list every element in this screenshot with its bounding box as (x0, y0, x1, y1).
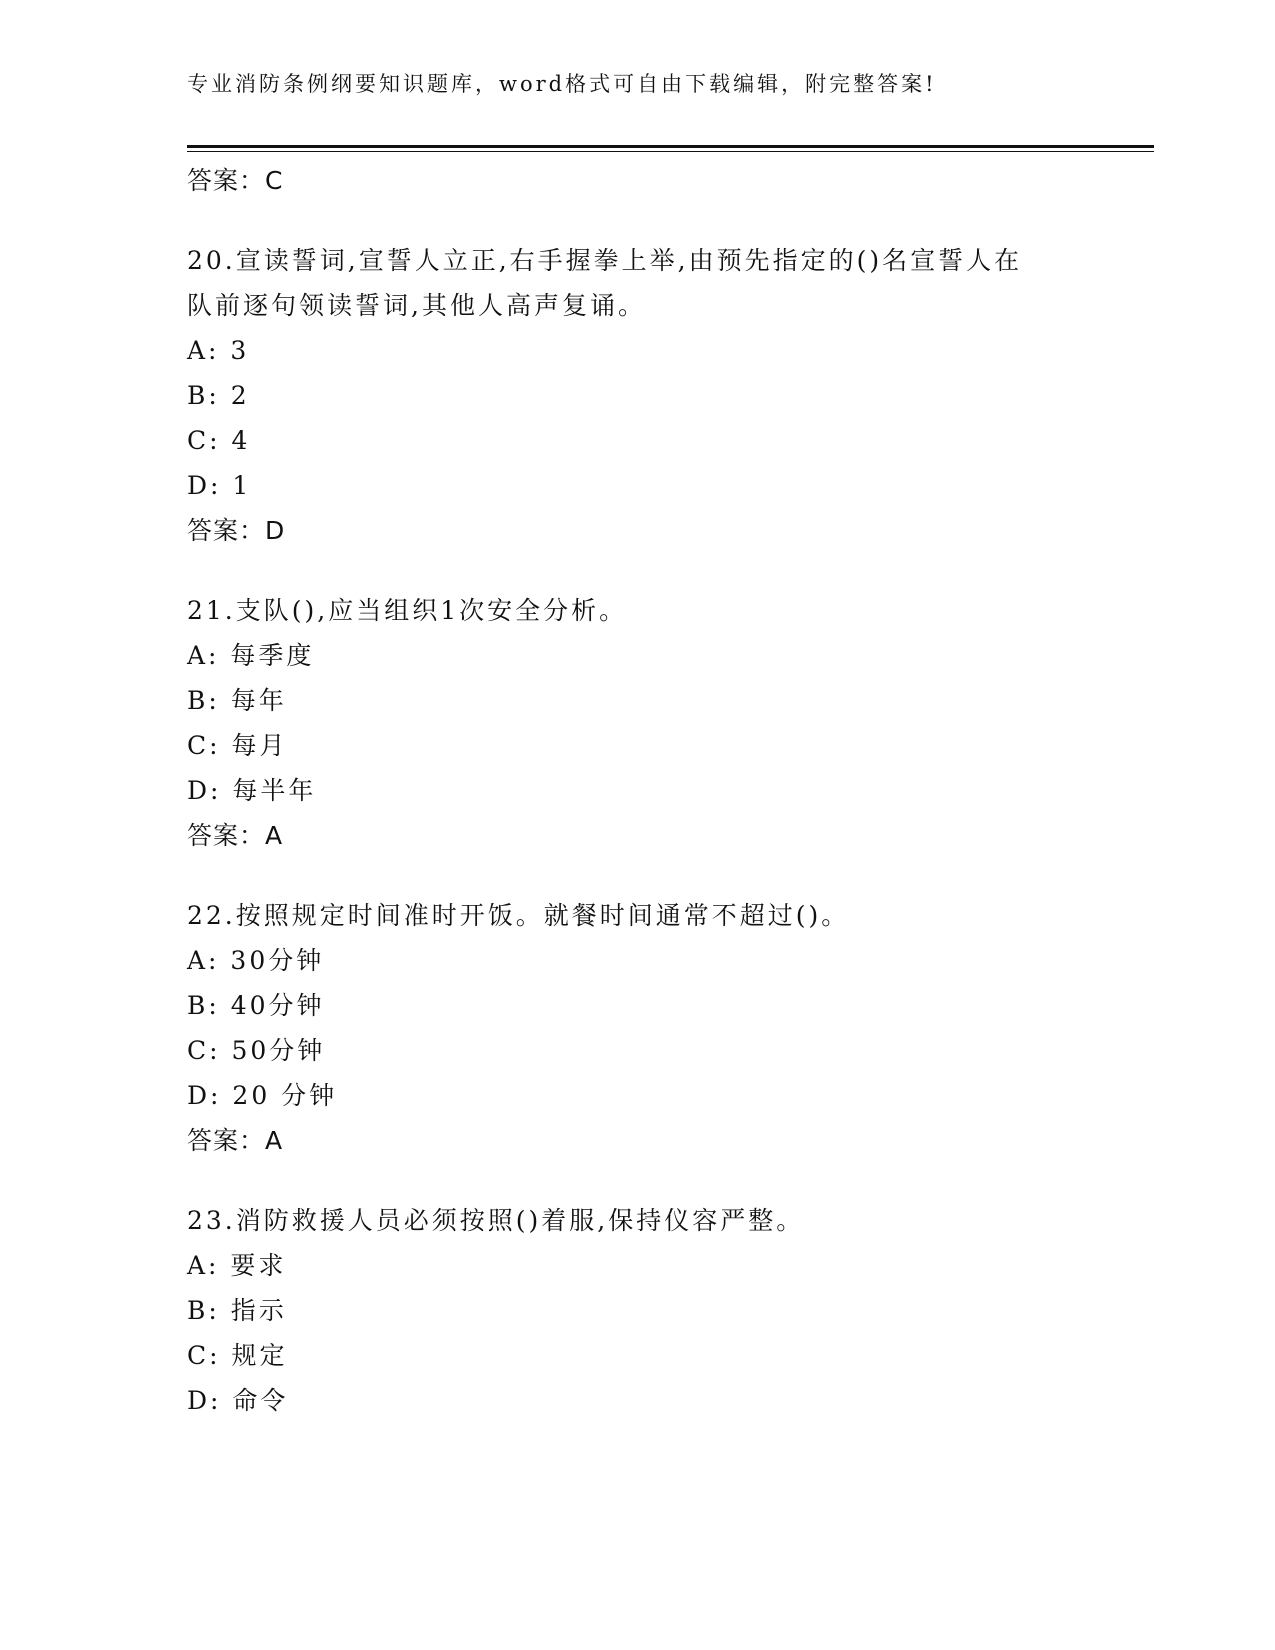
option-a: A: 30分钟 (187, 946, 325, 975)
question-stem: 20.宣读誓词,宣誓人立正,右手握拳上举,由预先指定的()名宣誓人在 队前逐句领读誓词,其他人高声复诵。 (187, 246, 1023, 320)
option-a: A: 要求 (187, 1251, 287, 1280)
option-d: D: 1 (187, 471, 252, 500)
answer-line: 答案：A (187, 1126, 284, 1155)
question-stem: 22.按照规定时间准时开饭。就餐时间通常不超过()。 (187, 901, 850, 930)
option-a: A: 每季度 (187, 641, 315, 670)
option-c: C: 4 (187, 426, 251, 455)
question-stem: 23.消防救援人员必须按照()着服,保持仪容严整。 (187, 1206, 805, 1235)
option-c: C: 50分钟 (187, 1036, 326, 1065)
answer-line: 答案：D (187, 516, 286, 545)
option-b: B: 2 (187, 381, 250, 410)
question-list (187, 158, 1127, 1457)
question-22 (187, 893, 1127, 1164)
option-d: D: 命令 (187, 1386, 289, 1415)
question-stem: 21.支队(),应当组织1次安全分析。 (187, 596, 628, 625)
option-a: A: 3 (187, 336, 250, 365)
answer-line: 答案：A (187, 821, 284, 850)
option-d: D: 20 分钟 (187, 1081, 338, 1110)
question-21 (187, 588, 1127, 859)
header-rule-thin (187, 151, 1154, 152)
question-23 (187, 1198, 1127, 1423)
option-b: B: 指示 (187, 1296, 287, 1325)
header-rule-thick (187, 145, 1154, 148)
option-c: C: 规定 (187, 1341, 288, 1370)
question-20 (187, 238, 1127, 554)
previous-answer: 答案：C (187, 166, 284, 195)
page-header: 专业消防条例纲要知识题库，word格式可自由下载编辑，附完整答案! (187, 72, 937, 96)
option-b: B: 每年 (187, 686, 287, 715)
option-c: C: 每月 (187, 731, 288, 760)
option-d: D: 每半年 (187, 776, 317, 805)
option-b: B: 40分钟 (187, 991, 325, 1020)
